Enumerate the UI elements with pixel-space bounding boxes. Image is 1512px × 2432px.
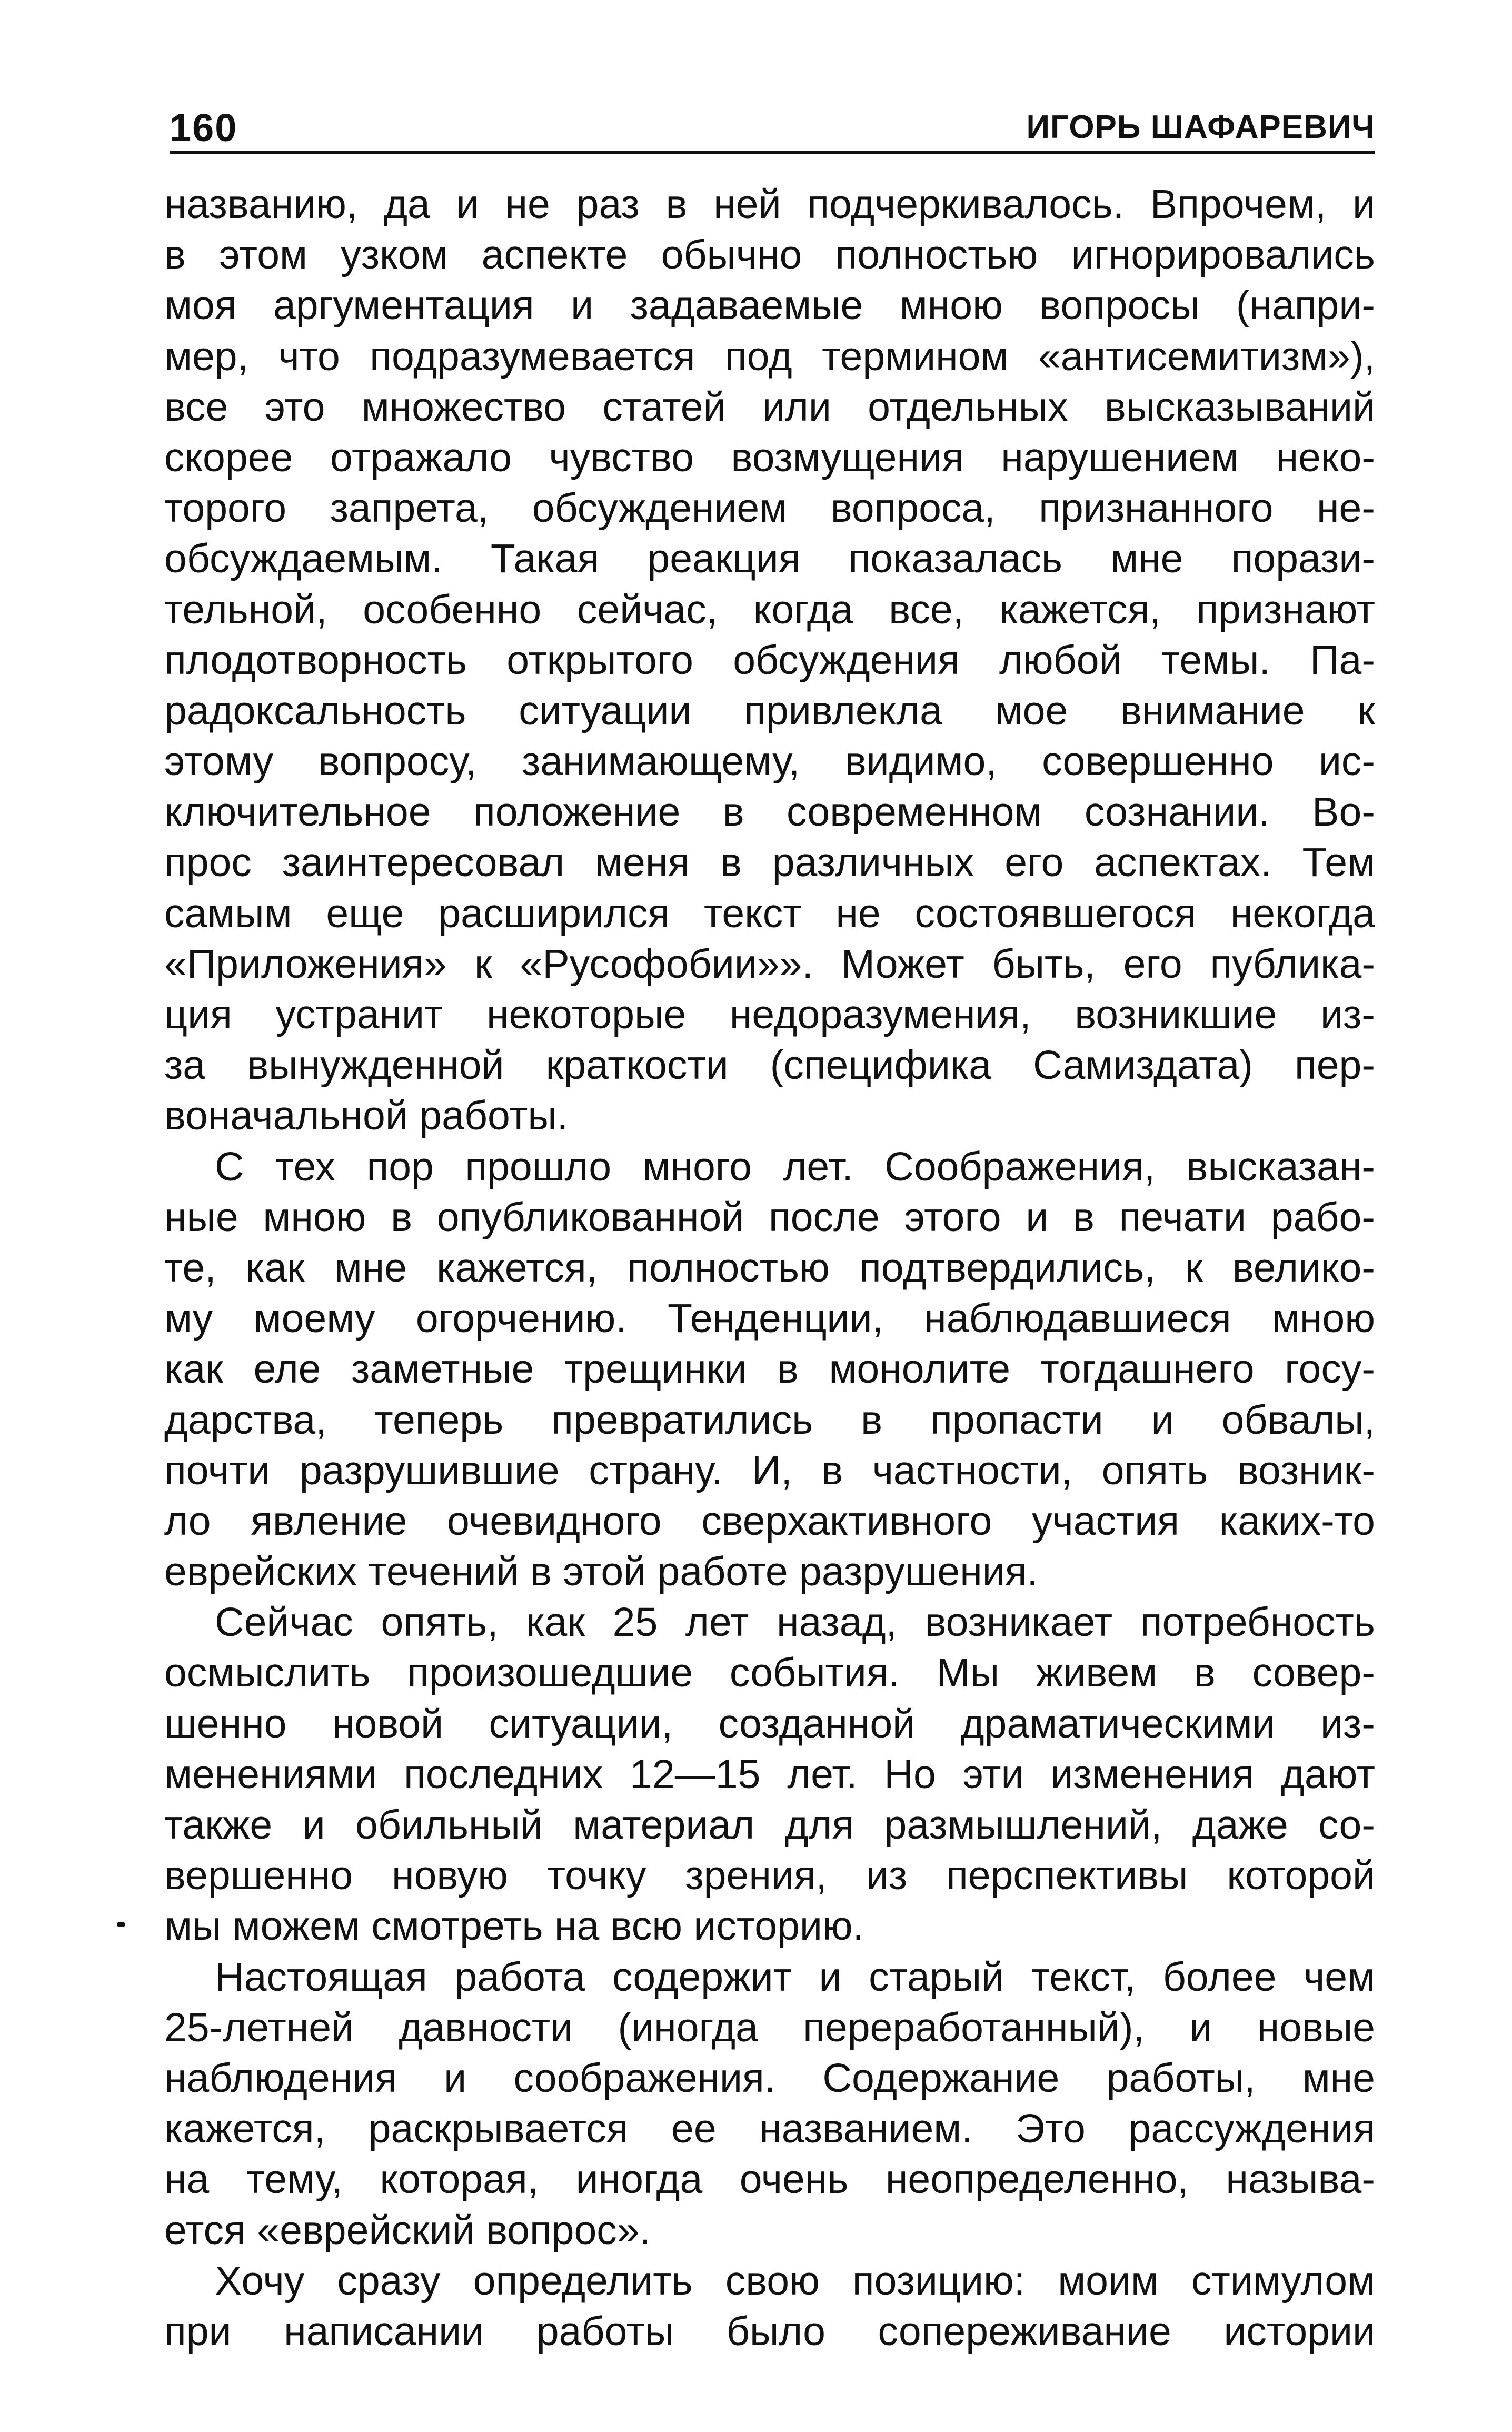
text-line: моя аргументация и задаваемые мною вопросы (напри- — [164, 283, 1375, 329]
text-line: кажется, раскрывается ее названием. Это рассуждения — [164, 2106, 1375, 2152]
text-line: С тех пор прошло много лет. Соображения, высказан- — [215, 1144, 1375, 1189]
text-line: радоксальность ситуации привлекла мое внимание к — [164, 688, 1375, 733]
running-head-author: ИГОРЬ ШАФАРЕВИЧ — [1026, 109, 1375, 145]
text-line: прос заинтересовал меня в различных его аспектах. Тем — [164, 840, 1375, 886]
text-line: еврейских течений в этой работе разрушения. — [164, 1549, 1038, 1595]
text-line: на тему, которая, иногда очень неопределенно, называ- — [164, 2157, 1375, 2202]
text-line: этому вопросу, занимающему, видимо, совершенно ис- — [164, 739, 1375, 785]
body-text — [164, 179, 1375, 2357]
text-line: му моему огорчению. Тенденции, наблюдавшиеся мною — [164, 1296, 1375, 1342]
running-head — [170, 103, 1375, 154]
text-line: ные мною в опубликованной после этого и в печати рабо- — [164, 1194, 1375, 1240]
text-line: шенно новой ситуации, созданной драматическими из- — [164, 1701, 1375, 1746]
text-line: мы можем смотреть на всю историю. — [164, 1903, 864, 1949]
text-line: названию, да и не раз в ней подчеркивалось. Впрочем, и — [164, 182, 1375, 227]
text-line: ло явление очевидного сверхактивного участия каких-то — [164, 1498, 1375, 1544]
text-line: почти разрушившие страну. И, в частности, опять возник- — [164, 1447, 1375, 1493]
text-line: осмыслить произошедшие события. Мы живем в совер- — [164, 1650, 1375, 1696]
text-line: те, как мне кажется, полностью подтвердились, к велико- — [164, 1245, 1375, 1291]
text-line: торого запрета, обсуждением вопроса, признанного не- — [164, 485, 1375, 531]
text-line: ция устранит некоторые недоразумения, возникшие из- — [164, 992, 1375, 1037]
text-line: скорее отражало чувство возмущения нарушением неко- — [164, 434, 1375, 480]
text-line: за вынужденной краткости (специфика Самиздата) пер- — [164, 1043, 1375, 1088]
text-line: все это множество статей или отдельных высказываний — [164, 384, 1375, 430]
text-line: самым еще расширился текст не состоявшегося некогда — [164, 890, 1375, 936]
text-line: ется «еврейский вопрос». — [164, 2207, 651, 2253]
text-line: дарства, теперь превратились в пропасти и обвалы, — [164, 1397, 1375, 1443]
text-line: ключительное положение в современном сознании. Во- — [164, 789, 1375, 835]
text-line: как еле заметные трещинки в монолите тогдашнего госу- — [164, 1346, 1375, 1392]
text-line: в этом узком аспекте обычно полностью игнорировались — [164, 232, 1375, 278]
text-line: Настоящая работа содержит и старый текст, более чем — [215, 1954, 1375, 2000]
margin-dot-mark — [117, 1922, 125, 1927]
text-line: также и обильный материал для размышлений, даже со- — [164, 1802, 1375, 1848]
text-line: мер, что подразумевается под термином «антисемитизм»), — [164, 333, 1375, 379]
text-line: 25-летней давности (иногда переработанный), и новые — [164, 2004, 1375, 2050]
text-line: обсуждаемым. Такая реакция показалась мне порази- — [164, 536, 1375, 582]
text-line: «Приложения» к «Русофобии»». Может быть, его публика- — [164, 941, 1375, 987]
text-line: вершенно новую точку зрения, из перспективы которой — [164, 1853, 1375, 1899]
page-number: 160 — [170, 106, 238, 150]
text-line: Сейчас опять, как 25 лет назад, возникает потребность — [215, 1600, 1375, 1645]
text-line: тельной, особенно сейчас, когда все, кажется, признают — [164, 587, 1375, 632]
text-line: менениями последних 12—15 лет. Но эти изменения дают — [164, 1751, 1375, 1797]
text-line: при написании работы было сопереживание истории — [164, 2308, 1375, 2354]
text-line: плодотворность открытого обсуждения любой темы. Па- — [164, 637, 1375, 683]
text-line: воначальной работы. — [164, 1093, 569, 1139]
text-line: Хочу сразу определить свою позицию: моим стимулом — [215, 2258, 1375, 2304]
text-line: наблюдения и соображения. Содержание работы, мне — [164, 2055, 1375, 2101]
